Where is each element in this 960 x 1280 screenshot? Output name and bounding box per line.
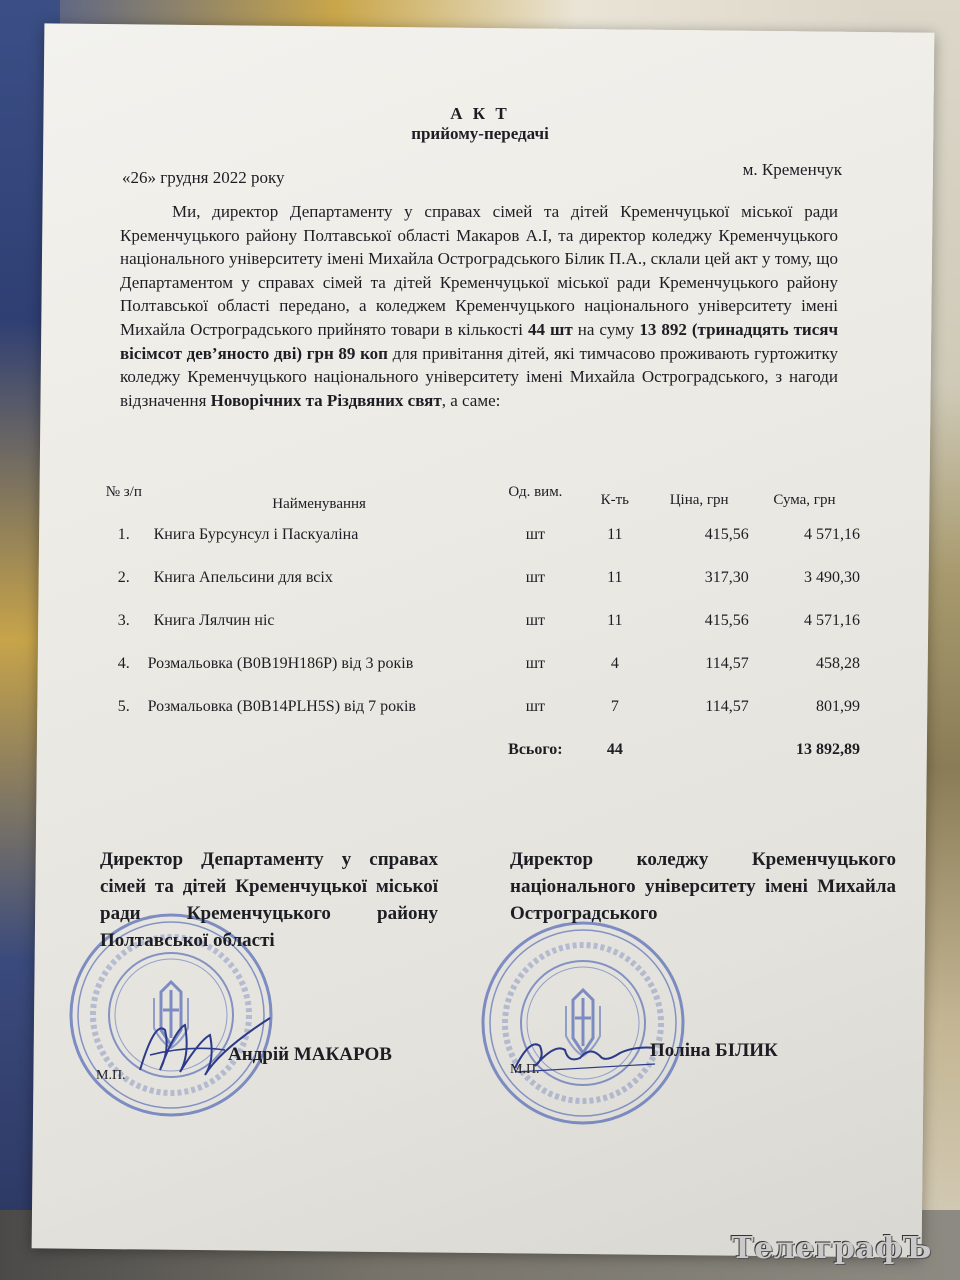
document-date: «26» грудня 2022 року [122,168,285,187]
row-price: 114,57 [705,654,749,672]
watermark-logo: ТелеграфЪ [731,1231,932,1266]
table-row [100,599,860,642]
row-qty: 11 [607,611,623,629]
document-body [120,200,838,412]
row-name: Книга Лялчин ніс [153,611,275,629]
row-qty: 11 [607,568,623,586]
stamp-place-right: М.П. [510,1062,540,1077]
row-sum: 801,99 [816,697,860,715]
document-subtitle: прийому-передачі [411,124,549,143]
items-table [100,484,860,771]
header-qty: К-ть [600,492,630,508]
signature-title-left: Директор Департаменту у справах сімей та дітей Кременчуцької міської ради Кременчуцького району Полтавської області [100,849,438,951]
row-no: 4. [117,654,130,672]
row-qty: 7 [610,697,619,715]
body-part-4: , а саме: [441,390,501,410]
row-no: 3. [117,611,130,629]
row-sum: 3 490,30 [804,568,860,586]
row-unit: шт [525,697,546,715]
table-row [100,642,860,685]
row-name: Розмальовка (B0B19H186P) від 3 років [147,654,414,672]
official-seal-right [478,918,688,1128]
header-unit: Од. вим. [508,484,563,500]
signatory-name-right: Поліна БІЛИК [650,1040,778,1061]
row-price: 415,56 [704,611,749,629]
table-row [100,513,860,556]
row-sum: 4 571,16 [804,525,860,543]
row-price: 114,57 [705,697,749,715]
row-unit: шт [525,611,546,629]
body-part-3: для привітання дітей, які тимчасово проживають гуртожитку коледжу Кременчуцького національного університету імені Михайла Остроградського, з нагоди відзначення [120,343,838,410]
body-part-2: на суму [577,319,635,339]
row-name: Книга Бурсунсул і Паскуаліна [153,525,359,543]
header-sum: Сума, грн [773,492,836,508]
row-qty: 11 [607,525,623,543]
row-unit: шт [525,525,546,543]
body-part-1: Ми, директор Департаменту у справах сімей та дітей Кременчуцької міської ради Кременчуцького району Полтавської області Макаров А.І, та директор коледжу Кременчуцького національного університету імені Михайла Остроградського Білик П.А., склали цей акт у тому, що Департаментом у справах сімей та дітей Кременчуцької міської ради Кременчуцького району Полтавської області передано, а коледжем Кременчуцького національного університету імені Михайла Остроградського прийнято товари в кількості [120,202,838,339]
table-row [100,685,860,728]
total-qty: 44 [606,740,623,758]
row-no: 1. [117,525,130,543]
row-price: 317,30 [704,568,749,586]
header-no: № з/п [105,484,142,500]
document-title: А К Т [450,104,510,123]
table-header-row [100,484,860,513]
row-unit: шт [525,568,546,586]
table-total-row [100,728,860,771]
row-no: 2. [117,568,130,586]
stamp-place-left: М.П. [96,1068,126,1083]
table-row [100,556,860,599]
document-city: м. Кременчук [742,160,842,179]
header-price: Ціна, грн [669,492,729,508]
row-qty: 4 [610,654,619,672]
row-name: Книга Апельсини для всіх [153,568,333,586]
signatory-name-left: Андрій МАКАРОВ [228,1044,392,1065]
row-unit: шт [525,654,546,672]
body-bold-holidays: Новорічних та Різдвяних свят [210,390,442,410]
body-bold-amount: 13 892 (тринадцять тисяч вісімсот дев’яносто дві) грн 89 коп [120,319,839,363]
total-sum: 13 892,89 [796,740,860,758]
body-bold-quantity: 44 шт [528,319,573,339]
row-sum: 4 571,16 [804,611,860,629]
row-price: 415,56 [704,525,749,543]
header-name: Найменування [272,496,366,512]
total-label: Всього: [508,740,563,758]
row-sum: 458,28 [816,654,860,672]
signature-title-right: Директор коледжу Кременчуцького національного університету імені Михайла Остроградського [510,849,896,924]
row-no: 5. [117,697,130,715]
row-name: Розмальовка (B0B14PLH5S) від 7 років [147,697,416,715]
